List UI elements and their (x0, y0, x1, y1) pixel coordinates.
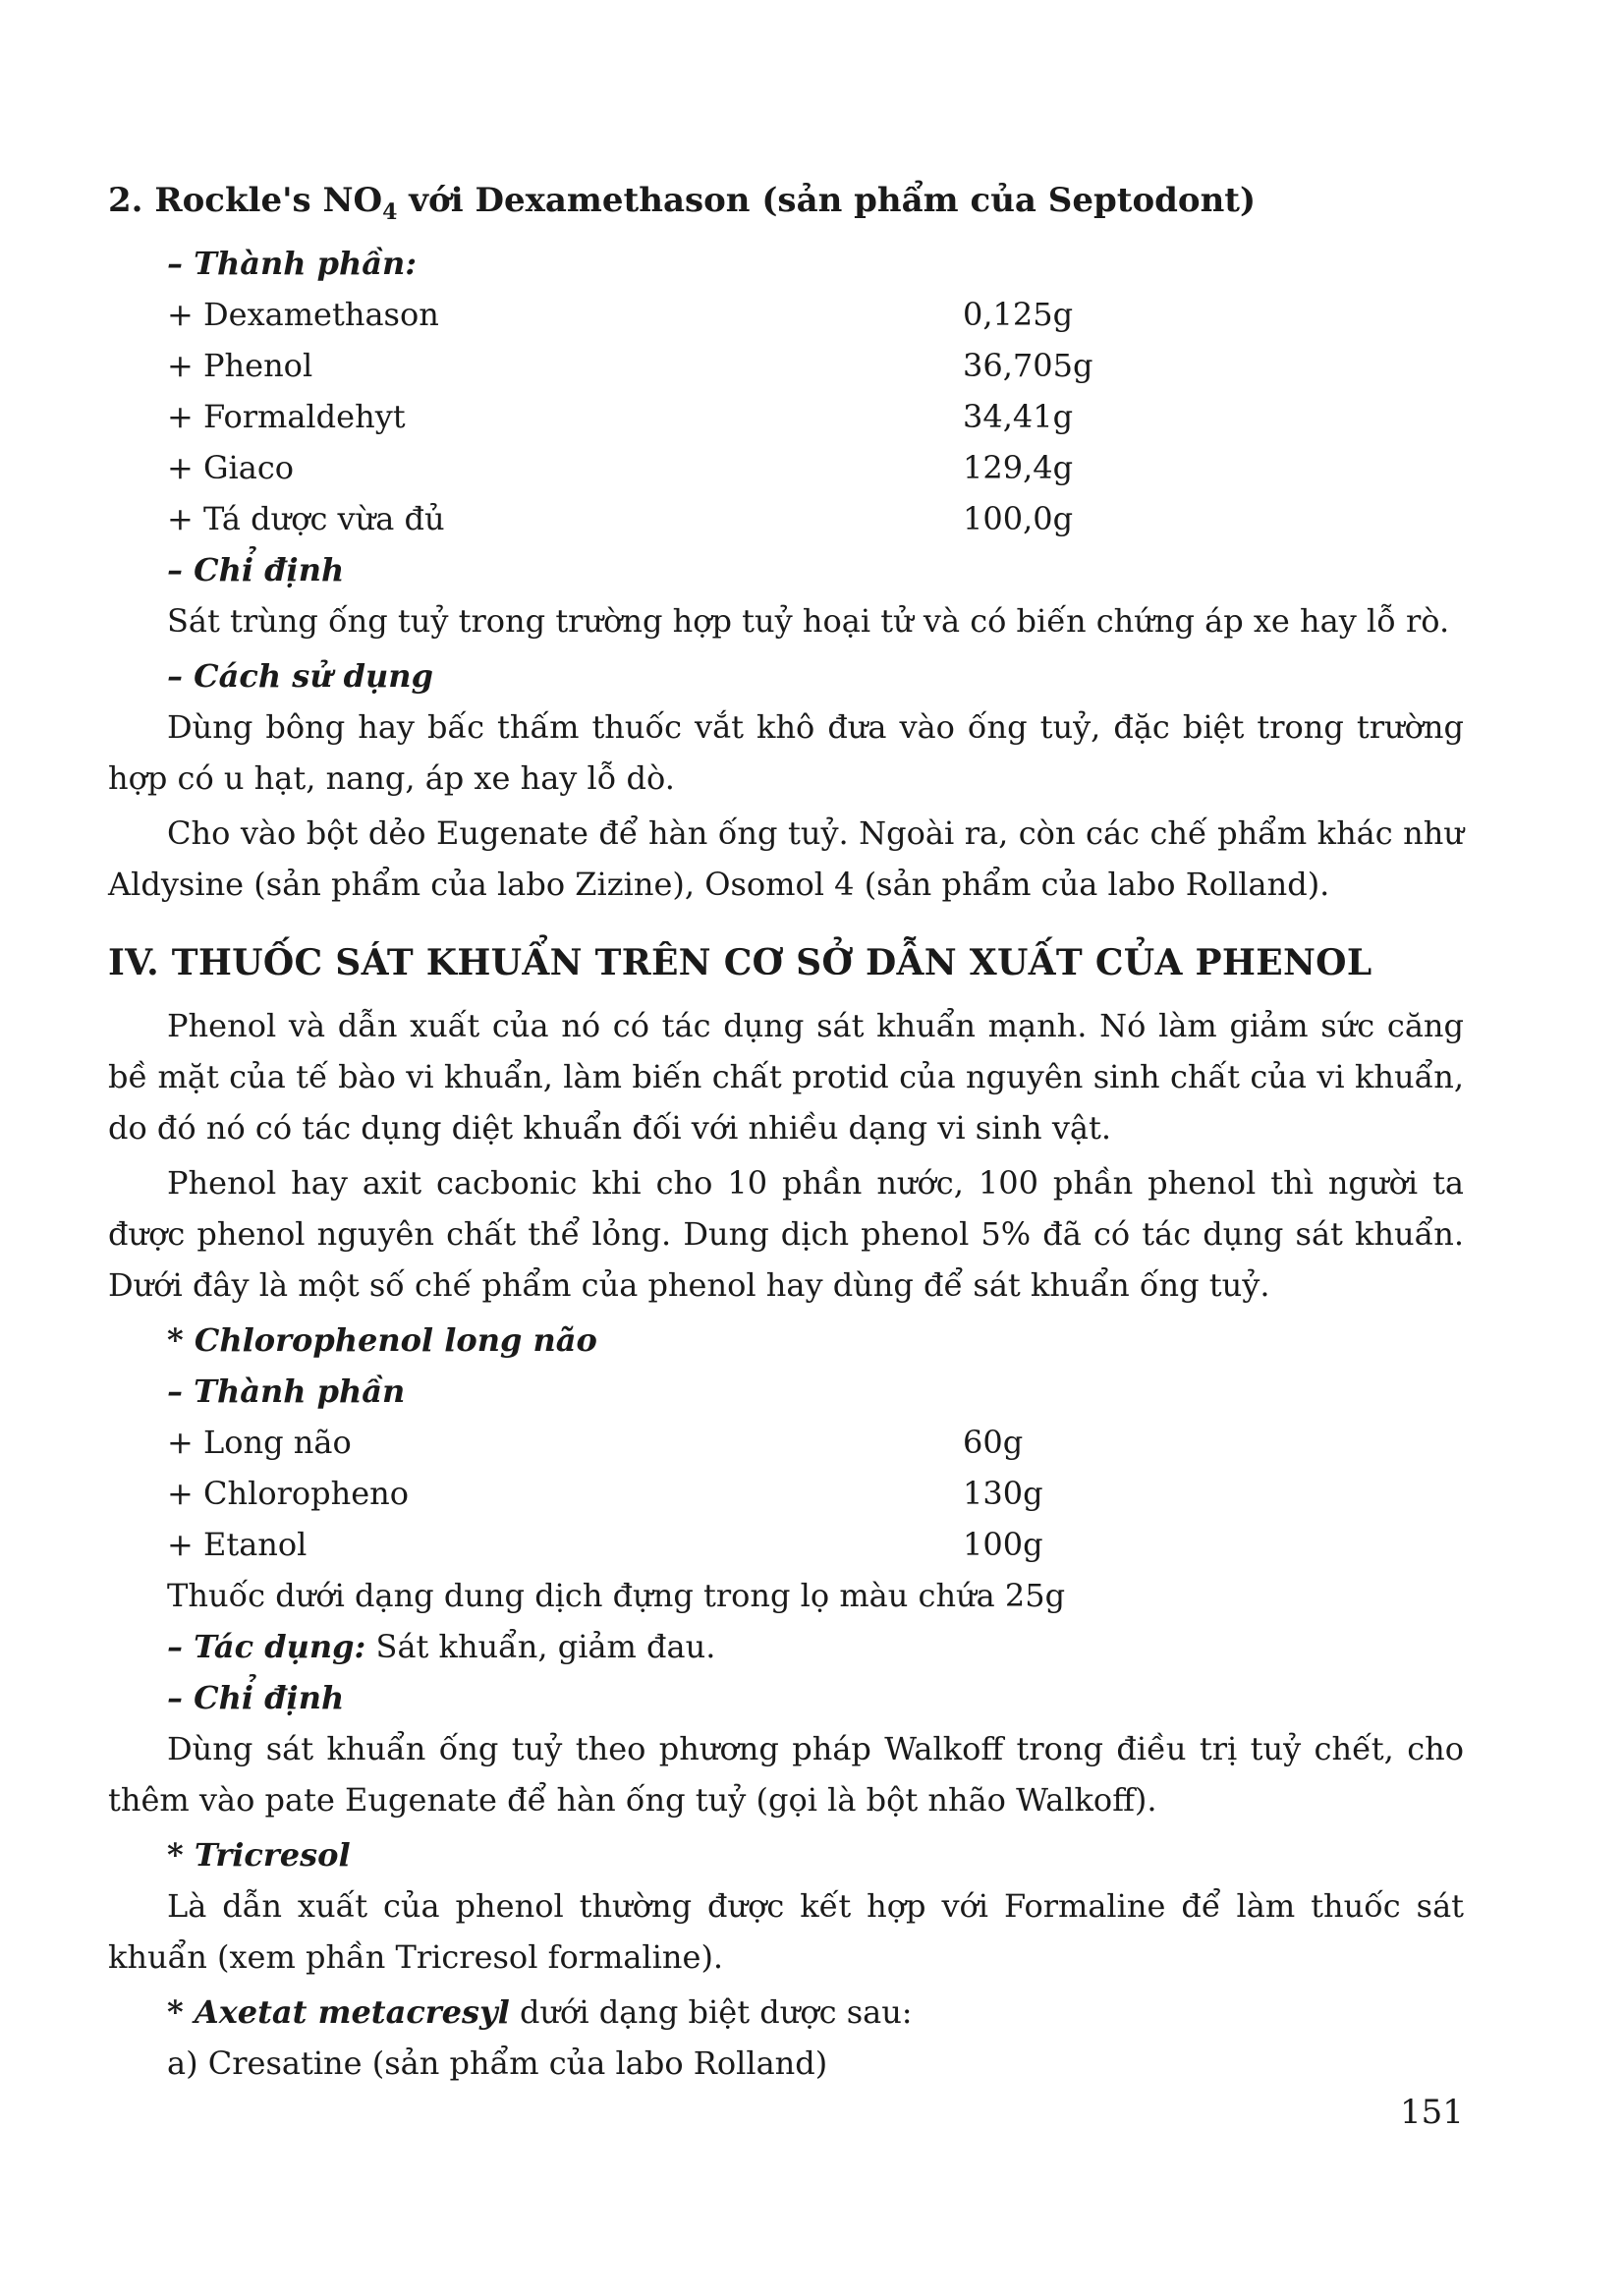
ingredient-row: + Etanol 100g (167, 1526, 1043, 1563)
usage-paragraph: Cho vào bột dẻo Eugenate để hàn ống tuỷ. Ngoài ra, còn các chế phẩm khác như Aldysine (sản phẩm của labo Zizine), Osomol 4 (sản phẩm của labo Rolland). (108, 814, 1464, 903)
ingredient-row: + Formaldehyt 34,41g (167, 398, 1074, 435)
composition-label: – Thành phần (167, 1372, 406, 1410)
tricresol-text: Là dẫn xuất của phenol thường được kết hợp với Formaline để làm thuốc sát khuẩn (xem phần Tricresol formaline). (108, 1887, 1464, 1976)
page-content (108, 175, 1464, 2089)
ingredient-row: + Tá dược vừa đủ 100,0g (167, 500, 1074, 537)
tricresol-heading: * Tricresol (167, 1836, 351, 1874)
effect-label: – Tác dụng: (167, 1628, 366, 1665)
ingredient-list (108, 1417, 1464, 1570)
section-2-heading: 2. Rockle's $NO_4$ với Dexamethason (sản phẩm của Septodont) (108, 181, 1257, 225)
indication-label: – Chỉ định (167, 551, 345, 588)
page-number: 151 (1400, 2093, 1464, 2132)
section-4-heading: IV. THUỐC SÁT KHUẨN TRÊN CƠ SỞ DẪN XUẤT CỦA PHENOL (108, 942, 1372, 983)
ingredient-row: + Long não 60g (167, 1424, 1024, 1461)
usage-label: – Cách sử dụng (167, 657, 433, 695)
body-paragraph: Phenol hay axit cacbonic khi cho 10 phần nước, 100 phần phenol thì người ta được phenol nguyên chất thể lỏng. Dung dịch phenol 5% đã có tác dụng sát khuẩn. Dưới đây là một số chế phẩm của phenol hay dùng để sát khuẩn ống tuỷ. (108, 1164, 1464, 1304)
composition-label: – Thành phần: (167, 245, 418, 282)
ingredient-row: + Phenol 36,705g (167, 347, 1093, 384)
ingredient-row: + Giaco 129,4g (167, 449, 1074, 486)
indication-label: – Chỉ định (167, 1679, 345, 1716)
axetat-text: dưới dạng biệt dược sau: (509, 1993, 913, 2031)
chlorophenol-heading: * Chlorophenol long não (167, 1321, 597, 1359)
effect-line (108, 1621, 1464, 1672)
effect-text: Sát khuẩn, giảm đau. (365, 1628, 716, 1665)
ingredient-list (108, 289, 1464, 544)
axetat-heading: * Axetat metacresyl (167, 1993, 510, 2031)
ingredient-row: + Dexamethason 0,125g (167, 296, 1074, 333)
body-paragraph: Phenol và dẫn xuất của nó có tác dụng sát khuẩn mạnh. Nó làm giảm sức căng bề mặt của tế bào vi khuẩn, làm biến chất protid của nguyên sinh chất của vi khuẩn, do đó nó có tác dụng diệt khuẩn đối với nhiều dạng vi sinh vật. (108, 1007, 1464, 1147)
usage-paragraph: Dùng bông hay bấc thấm thuốc vắt khô đưa vào ống tuỷ, đặc biệt trong trường hợp có u hạt, nang, áp xe hay lỗ dò. (108, 708, 1464, 797)
list-item-a: a) Cresatine (sản phẩm của labo Rolland) (167, 2044, 828, 2082)
ingredient-row: + Chloropheno 130g (167, 1475, 1043, 1512)
indication-text: Sát trùng ống tuỷ trong trường hợp tuỷ hoại tử và có biến chứng áp xe hay lỗ rò. (167, 602, 1450, 640)
indication-text: Dùng sát khuẩn ống tuỷ theo phương pháp Walkoff trong điều trị tuỷ chết, cho thêm vào pate Eugenate để hàn ống tuỷ (gọi là bột nhão Walkoff). (108, 1730, 1464, 1819)
dosage-form-text: Thuốc dưới dạng dung dịch đựng trong lọ màu chứa 25g (167, 1577, 1066, 1614)
axetat-line (108, 1987, 1464, 2038)
